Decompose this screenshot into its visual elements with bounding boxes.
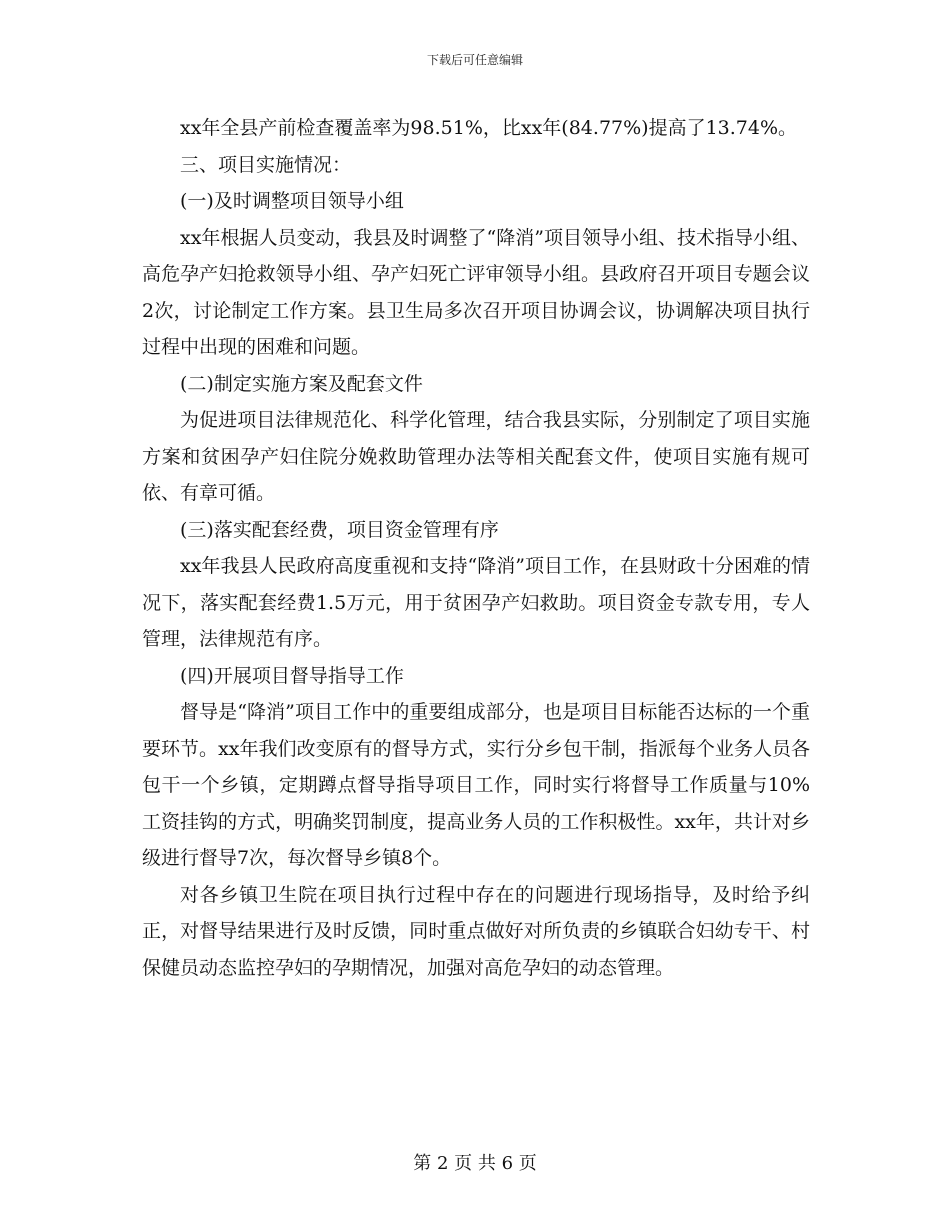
subheading-matching-funds: (三)落实配套经费，项目资金管理有序	[180, 518, 499, 541]
section-heading-implementation: 三、项目实施情况：	[180, 153, 352, 176]
subheading-implementation-plan: (二)制定实施方案及配套文件	[180, 372, 423, 395]
paragraph-onsite-guidance: 对各乡镇卫生院在项目执行过程中存在的问题进行现场指导，及时给予纠正，对督导结果进行及时反馈，同时重点做好对所负责的乡镇联合妇幼专干、村保健员动态监控孕妇的孕期情况，加强对高危孕妇的动态管理。	[142, 883, 810, 979]
paragraph-implementation-plan: 为促进项目法律规范化、科学化管理，结合我县实际，分别制定了项目实施方案和贫困孕产妇住院分娩救助管理办法等相关配套文件，使项目实施有规可依、有章可循。	[142, 409, 810, 504]
paragraph-coverage-rate: xx年全县产前检查覆盖率为98.51%，比xx年(84.77%)提高了13.74%。	[180, 117, 798, 139]
paragraph-supervision: 督导是“降消”项目工作中的重要组成部分，也是项目目标能否达标的一个重要环节。xx年我们改变原有的督导方式，实行分乡包干制，指派每个业务人员各包干一个乡镇，定期蹲点督导指导项目工作，同时实行将督导工作质量与10%工资挂钩的方式，明确奖罚制度，提高业务人员的工作积极性。xx年，共计对乡级进行督导7次，每次督导乡镇8个。	[142, 701, 810, 869]
page-number-footer: 第 2 页 共 6 页	[413, 1153, 537, 1174]
subheading-adjust-leadership: (一)及时调整项目领导小组	[180, 190, 404, 212]
page-header: 下载后可任意编辑	[426, 53, 523, 67]
paragraph-adjust-leadership: xx年根据人员变动，我县及时调整了“降消”项目领导小组、技术指导小组、高危孕产妇抢救领导小组、孕产妇死亡评审领导小组。县政府召开项目专题会议2次，讨论制定工作方案。县卫生局多次召开项目协调会议，协调解决项目执行过程中出现的困难和问题。	[142, 226, 810, 358]
document-body	[142, 110, 810, 986]
subheading-supervision: (四)开展项目督导指导工作	[180, 664, 404, 687]
paragraph-matching-funds: xx年我县人民政府高度重视和支持“降消”项目工作，在县财政十分困难的情况下，落实配套经费1.5万元，用于贫困孕产妇救助。项目资金专款专用，专人管理，法律规范有序。	[142, 555, 810, 650]
